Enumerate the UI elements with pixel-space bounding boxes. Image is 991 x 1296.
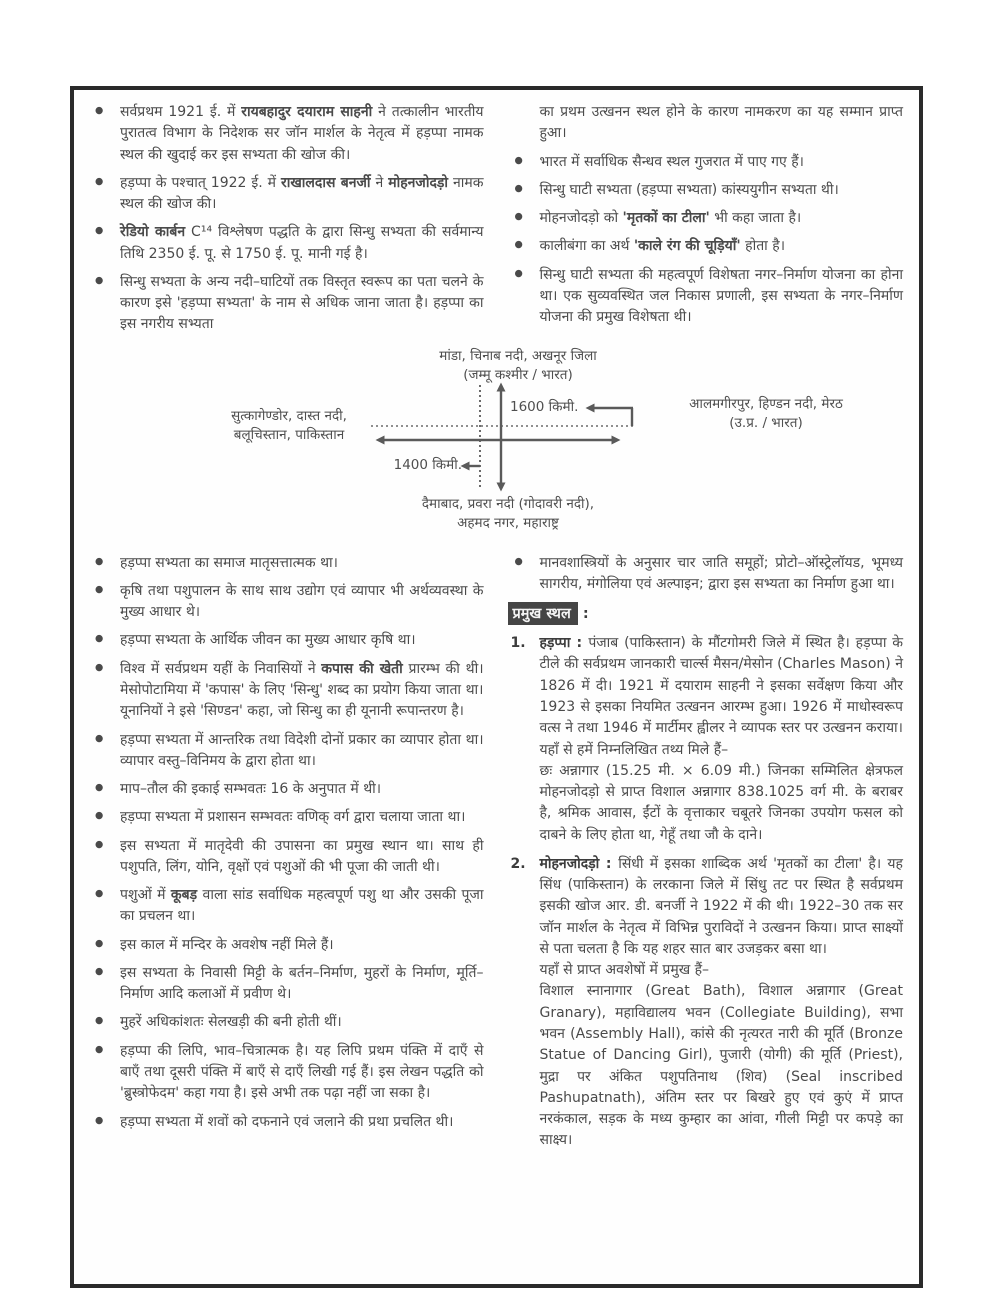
bullet-icon: ● bbox=[95, 555, 104, 567]
site-item-harappa bbox=[508, 633, 904, 846]
bullet-icon: ● bbox=[95, 1114, 104, 1126]
bullet-text: हड़प्पा सभ्यता के आर्थिक जीवन का मुख्य आधार कृषि था। bbox=[120, 632, 416, 649]
bullet-text: कृषि तथा पशुपालन के साथ साथ उद्योग एवं व्यापार भी अर्थव्यवस्था के मुख्य आधार थे। bbox=[120, 582, 484, 621]
list-item bbox=[88, 222, 484, 265]
bullet-text: हड़प्पा सभ्यता में आन्तरिक तथा विदेशी दोनों प्रकार का व्यापार होता था। व्यापार वस्तु–विनिमय के द्वारा होता था। bbox=[120, 731, 484, 769]
list-item bbox=[88, 553, 484, 574]
bullet-icon: ● bbox=[514, 555, 523, 567]
bullet-icon: ● bbox=[95, 175, 104, 187]
bullet-text: इस सभ्यता में मातृदेवी की उपासना का प्रमुख स्थान था। साथ ही पशुपति, लिंग, योनि, वृक्षों एवं पशुओं की भी पूजा की जाती थी। bbox=[120, 837, 484, 875]
bullet-list bbox=[88, 553, 484, 1133]
heading-colon: : bbox=[577, 606, 589, 623]
site-item-mohenjodaro bbox=[508, 854, 904, 1152]
list-item bbox=[88, 836, 484, 879]
list-item bbox=[88, 779, 484, 800]
bullet-text: सिन्धु सभ्यता के अन्य नदी–घाटियों तक विस्तृत स्वरूप का पता चलने के कारण इसे 'हड़प्पा सभ्यता' के नाम से अधिक जाना जाता है। हड़प्पा का इस नगरीय सभ्यता bbox=[120, 273, 484, 333]
bullet-icon: ● bbox=[95, 225, 104, 237]
bullet-text: हड़प्पा की लिपि, भाव–चित्रात्मक है। यह लिपि प्रथम पंक्ति में दाएँ से बाएँ तथा दूसरी पंक्ति में बाएँ से दाएँ लिखी गई हैं। इस लेखन पद्धति को 'ब्रुस्त्रोफेदम' कहा गया है। इसे अभी तक पढ़ा नहीं जा सका है। bbox=[120, 1042, 484, 1102]
bullet-list bbox=[508, 553, 904, 596]
list-item bbox=[88, 102, 484, 166]
west-sites-line1: सुत्कागेण्डोर, दास्त नदी, bbox=[231, 407, 347, 424]
site-body: सिंधी में इसका शाब्दिक अर्थ 'मृतकों का टीला' है। यह सिंध (पाकिस्तान) के लरकाना जिले में सिंधु तट पर स्थित है सर्वप्रथम इसकी खोज आर. डी. बनर्जी ने 1922 में की थी। 1922–30 तक सर जॉन मार्शल के नेतृत्व में विभिन्न पुराविदों ने उत्खनन किया। प्राप्त साक्ष्यों से पता चलता है कि यह शहर सात बार उजड़कर बसा था। bbox=[539, 855, 903, 957]
bullet-icon: ● bbox=[514, 267, 523, 279]
site-paragraph: यहाँ से प्राप्त अवशेषों में प्रमुख हैं– bbox=[539, 962, 710, 979]
bullet-text: हड़प्पा के पश्चात् 1922 ई. में राखालदास बनर्जी ने मोहनजोदड़ो नामक स्थल की खोज की। bbox=[120, 174, 484, 213]
bullet-text: मानवशास्त्रियों के अनुसार चार जाति समूहों; प्रोटो–ऑस्ट्रेलॉयड, भूमध्य सागरीय, मंगोलिया एवं अल्पाइन; द्वारा इस सभ्यता का निर्माण हुआ था। bbox=[539, 554, 903, 592]
major-sites-list bbox=[508, 633, 904, 1151]
bullet-icon: ● bbox=[514, 154, 523, 166]
major-sites-heading-highlight: प्रमुख स्थल bbox=[508, 602, 578, 625]
distance-north-south-label: 1600 किमी. bbox=[510, 398, 579, 415]
list-item bbox=[88, 730, 484, 773]
bullet-text: मोहनजोदड़ो को 'मृतकों का टीला' भी कहा जाता है। bbox=[539, 210, 802, 227]
site-number: 1. bbox=[510, 635, 526, 652]
bullet-text: हड़प्पा सभ्यता का समाज मातृसत्तात्मक था। bbox=[120, 554, 338, 571]
bullet-text: सिन्धु घाटी सभ्यता की महत्वपूर्ण विशेषता नगर–निर्माण योजना का होना था। एक सुव्यवस्थित जल निकास प्रणाली, इस सभ्यता के नगर–निर्माण योजना की प्रमुख विशेषता थी। bbox=[539, 266, 903, 326]
bullet-text: सर्वप्रथम 1921 ई. में रायबहादुर दयाराम साहनी ने तत्कालीन भारतीय पुरातत्व विभाग के निदेशक सर जॉन मार्शल के नेतृत्व में हड़प्पा नामक स्थल की खुदाई कर इस सभ्यता की खोज की। bbox=[120, 104, 484, 163]
bullet-icon: ● bbox=[95, 583, 104, 595]
bullet-icon: ● bbox=[95, 633, 104, 645]
continuation-paragraph: का प्रथम उत्खनन स्थल होने के कारण नामकरण का यह सम्मान प्राप्त हुआ। bbox=[539, 104, 903, 142]
list-item bbox=[508, 553, 904, 596]
bullet-text: विश्व में सर्वप्रथम यहीं के निवासियों ने कपास की खेती प्रारम्भ की थी। मेसोपोटामिया में 'कपास' के लिए 'सिन्धु' शब्द का प्रयोग किया जाता था। यूनानियों ने इसे 'सिण्डन' कहा, जो सिन्धु का ही यूनानी रूपान्तरण है। bbox=[120, 660, 484, 720]
bullet-icon: ● bbox=[514, 182, 523, 194]
page-border-frame bbox=[70, 86, 923, 1288]
site-paragraph bbox=[540, 854, 904, 960]
bottom-right-column bbox=[508, 553, 904, 1160]
list-item bbox=[88, 935, 484, 956]
south-sites-line1: दैमाबाद, प्रवरा नदी (गोदावरी नदी), bbox=[421, 495, 595, 512]
bullet-text: कालीबंगा का अर्थ 'काले रंग की चूड़ियाँ' होता है। bbox=[539, 238, 785, 255]
bullet-text: इस सभ्यता के निवासी मिट्टी के बर्तन–निर्माण, मुहरों के निर्माण, मूर्ति–निर्माण आदि कलाओं में प्रवीण थे। bbox=[120, 964, 484, 1003]
north-sites-line2: (जम्मू कश्मीर / भारत) bbox=[463, 367, 573, 384]
site-body: पंजाब (पाकिस्तान) के मौंटगोमरी जिले में स्थित है। हड़प्पा के टीले की सर्वप्रथम जानकारी चार्ल्स मैसन/मेसोन (Charles Mason) ने 1826 में दी। 1921 में दयाराम साहनी ने इसका सर्वेक्षण किया और 1923 से इसका नियमित उत्खनन आरम्भ हुआ। 1926 में माधोस्वरूप वत्स ने तथा 1946 में मार्टीमर ह्वीलर ने व्यापक स्तर पर उत्खनन कराया। यहाँ से हमें निम्नलिखित तथ्य मिले हैं– bbox=[539, 635, 904, 758]
site-paragraph bbox=[540, 633, 904, 761]
bullet-text: हड़प्पा सभ्यता में प्रशासन सम्भवतः वणिक् वर्ग द्वारा चलाया जाता था। bbox=[120, 809, 466, 826]
bullet-text: रेडियो कार्बन C¹⁴ विश्लेषण पद्धति के द्वारा सिन्धु सभ्यता की सर्वमान्य तिथि 2350 ई. पू. से 1750 ई. पू. मानी गई है। bbox=[120, 224, 484, 262]
west-sites-label bbox=[200, 407, 378, 446]
bullet-text: पशुओं में कूबड़ वाला सांड सर्वाधिक महत्वपूर्ण पशु था और उसकी पूजा का प्रचलन था। bbox=[120, 887, 484, 925]
bullet-text: मुहरें अधिकांशतः सेलखड़ी की बनी होती थीं। bbox=[120, 1014, 342, 1031]
bullet-list bbox=[88, 102, 484, 336]
list-item bbox=[508, 265, 904, 329]
list-item bbox=[88, 1012, 484, 1033]
bullet-icon: ● bbox=[514, 239, 523, 251]
list-item bbox=[508, 180, 904, 201]
bottom-left-column bbox=[88, 553, 484, 1160]
site-title: हड़प्पा : bbox=[539, 635, 589, 652]
list-item bbox=[88, 1112, 484, 1133]
list-item bbox=[88, 807, 484, 828]
extent-diagram bbox=[88, 347, 903, 543]
north-sites-line1: मांडा, चिनाब नदी, अखनूर जिला bbox=[439, 347, 597, 364]
list-item bbox=[508, 152, 904, 173]
list-item bbox=[88, 659, 484, 723]
bullet-icon: ● bbox=[95, 810, 104, 822]
distance-east-west-label: 1400 किमी. bbox=[393, 456, 462, 473]
west-sites-line2: बलूचिस्तान, पाकिस्तान bbox=[233, 427, 345, 444]
bullet-icon: ● bbox=[514, 211, 523, 223]
east-sites-line2: (उ.प्र. / भारत) bbox=[729, 415, 803, 432]
list-item bbox=[88, 581, 484, 624]
top-left-column bbox=[88, 102, 484, 343]
bullet-icon: ● bbox=[95, 838, 104, 850]
bottom-section bbox=[88, 553, 903, 1160]
site-number: 2. bbox=[510, 855, 526, 872]
bullet-icon: ● bbox=[95, 888, 104, 900]
bullet-icon: ● bbox=[95, 937, 104, 949]
site-paragraph: विशाल स्नानागार (Great Bath), विशाल अन्नागार (Great Granary), महाविद्यालय भवन (Collegiate Building), सभा भवन (Assembly Hall), कांसे की नृत्यरत नारी की मूर्ति (Bronze Statue of Dancing Girl), पुजारी (योगी) की मूर्ति (Priest), मुद्रा पर अंकित पशुपतिनाथ (शिव) (Seal inscribed Pashupatnath), अंतिम स्तर पर बिखरे हुए एवं कुएं में प्राप्त नरकंकाल, सड़क के मध्य कुम्हार का आंवा, गीली मिट्टी पर कपड़े का साक्ष्य। bbox=[539, 983, 903, 1149]
list-item bbox=[88, 272, 484, 336]
list-item bbox=[508, 236, 904, 257]
east-sites-label bbox=[640, 395, 892, 434]
bullet-icon: ● bbox=[95, 661, 104, 673]
bullet-icon: ● bbox=[95, 1043, 104, 1055]
site-title: मोहनजोदड़ो : bbox=[539, 855, 619, 872]
site-paragraph: छः अन्नागार (15.25 मी. × 6.09 मी.) जिनका सम्मिलित क्षेत्रफल मोहनजोदड़ो से प्राप्त विशाल अन्नागार 838.1025 वर्ग मी. के बराबर है, श्रमिक आवास, ईंटों के वृत्ताकार चबूतरे जिनका उपयोग फसल को दाबने के लिए होता था, गेहूँ तथा जौ के दाने। bbox=[539, 762, 903, 843]
list-item bbox=[88, 963, 484, 1006]
bullet-icon: ● bbox=[95, 965, 104, 977]
list-item bbox=[508, 208, 904, 229]
bullet-text: भारत में सर्वाधिक सैन्धव स्थल गुजरात में पाए गए हैं। bbox=[539, 153, 804, 170]
list-item bbox=[88, 885, 484, 928]
list-item bbox=[88, 1041, 484, 1105]
list-item bbox=[88, 630, 484, 651]
top-right-column bbox=[508, 102, 904, 343]
bullet-text: हड़प्पा सभ्यता में शवों को दफनाने एवं जलाने की प्रथा प्रचलित थी। bbox=[120, 1113, 454, 1130]
bullet-icon: ● bbox=[95, 105, 104, 116]
top-section bbox=[88, 102, 903, 343]
bullet-text: माप–तौल की इकाई सम्भवतः 16 के अनुपात में थी। bbox=[120, 781, 382, 798]
bullet-icon: ● bbox=[95, 1015, 104, 1027]
major-sites-heading bbox=[508, 602, 904, 625]
list-item bbox=[88, 173, 484, 216]
south-sites-label bbox=[358, 495, 658, 534]
bullet-icon: ● bbox=[95, 782, 104, 794]
north-sites-label bbox=[378, 347, 658, 386]
bullet-text: सिन्धु घाटी सभ्यता (हड़प्पा सभ्यता) कांस्ययुगीन सभ्यता थी। bbox=[539, 181, 839, 198]
south-sites-line2: अहमद नगर, महाराष्ट्र bbox=[457, 515, 559, 532]
east-sites-line1: आलमगीरपुर, हिण्डन नदी, मेरठ bbox=[689, 395, 843, 412]
bullet-text: इस काल में मन्दिर के अवशेष नहीं मिले हैं। bbox=[120, 936, 334, 953]
bullet-icon: ● bbox=[95, 274, 104, 286]
bullet-list bbox=[508, 152, 904, 329]
bullet-icon: ● bbox=[95, 732, 104, 744]
